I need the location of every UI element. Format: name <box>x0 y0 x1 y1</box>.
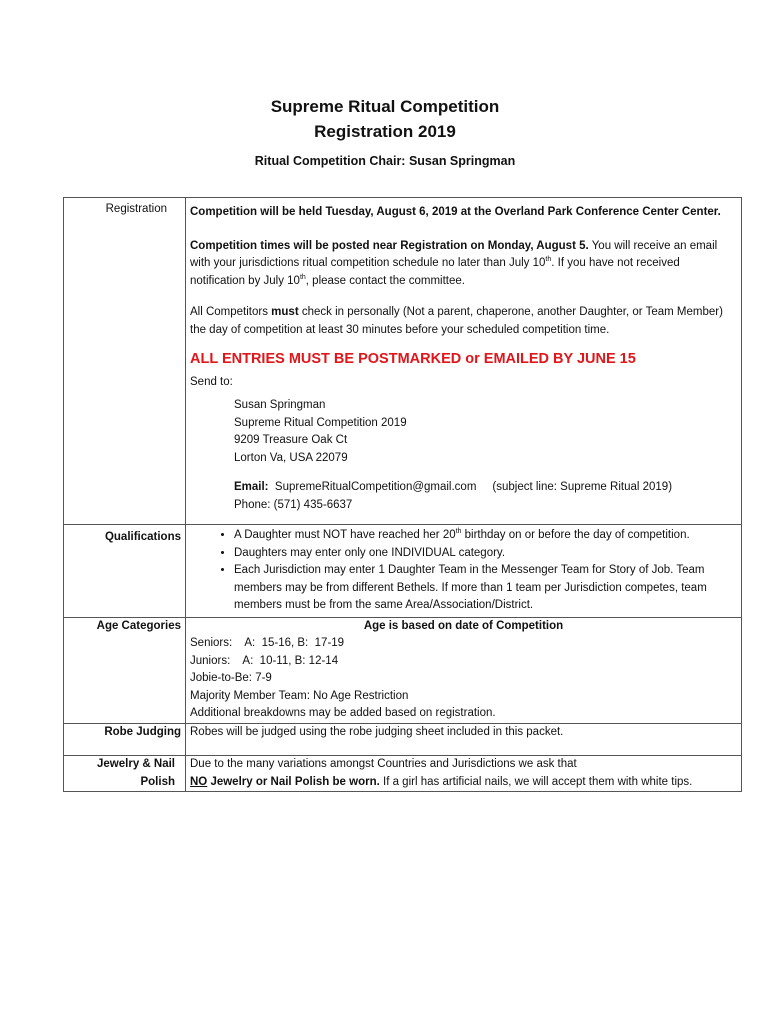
list-item: • Each Jurisdiction may enter 1 Daughter Team in the Messenger Team for Story of Job. Team members may be from different Bethels. If more than 1 team per Jurisdiction competes, team members must be from the same Area/Association/District. <box>234 562 737 615</box>
phone-line: Phone: (571) 435-6637 <box>234 498 353 511</box>
send-to-label: Send to: <box>190 375 233 388</box>
age-line: Majority Member Team: No Age Restriction <box>190 689 409 702</box>
jewelry-line1: Due to the many variations amongst Countries and Jurisdictions we ask that <box>190 758 577 770</box>
registration-content <box>186 198 742 525</box>
address-line: 9209 Treasure Oak Ct <box>234 434 348 446</box>
jewelry-no: NO <box>190 775 208 788</box>
age-categories-label: Age Categories <box>64 617 186 723</box>
row-age-categories <box>64 617 742 723</box>
jewelry-label-text: Jewelry & Nail Polish <box>97 758 175 788</box>
document-title-line2: Registration 2019 <box>314 122 456 141</box>
times-text-c: , please contact the committee. <box>305 274 465 287</box>
row-qualifications <box>64 525 742 618</box>
robe-judging-text: Robes will be judged using the robe judging sheet included in this packet. <box>186 723 742 756</box>
competition-times-bold: Competition times will be posted near Registration on Monday, August 5. <box>190 239 589 252</box>
age-heading: Age is based on date of Competition <box>363 619 564 632</box>
qualifications-list <box>190 527 737 615</box>
times-sup-a: th <box>545 256 552 264</box>
list-item <box>234 527 737 545</box>
qualifications-content <box>186 525 742 618</box>
address-line: Supreme Ritual Competition 2019 <box>234 416 407 429</box>
email-subject-note: (subject line: Supreme Ritual 2019) <box>492 481 673 493</box>
checkin-text-a: All Competitors <box>190 306 272 318</box>
registration-table <box>63 197 742 792</box>
times-sup-b: th <box>299 273 306 281</box>
jewelry-bold: Jewelry or Nail Polish be worn. <box>207 775 380 788</box>
qual-text-a: A Daughter must NOT have reached her 20 <box>234 529 456 541</box>
jewelry-content <box>186 756 742 792</box>
title-block <box>0 94 770 168</box>
qual-text-b: birthday on or before the day of competition. <box>461 529 690 541</box>
qualifications-label: Qualifications <box>64 525 186 618</box>
email-line <box>234 479 737 497</box>
qual-sup: th <box>455 528 462 536</box>
row-jewelry <box>64 756 742 792</box>
times-text-b: . If you have not received notification by July 10 <box>190 257 680 287</box>
checkin-text <box>190 304 737 339</box>
jewelry-line2 <box>190 774 737 792</box>
competition-times-text <box>190 238 737 291</box>
registration-label: Registration <box>64 198 186 525</box>
email-label: Email: <box>234 481 269 493</box>
deadline-heading: ALL ENTRIES MUST BE POSTMARKED or EMAILED BY JUNE 15 <box>190 351 636 367</box>
times-text-a: You will receive an email with your jurisdictions ritual competition schedule no later than July 10 <box>190 239 718 269</box>
age-line: Jobie-to-Be: 7-9 <box>190 672 272 684</box>
document-title-line1: Supreme Ritual Competition <box>270 97 500 116</box>
age-categories-content <box>186 617 742 723</box>
age-line: Additional breakdowns may be added based on registration. <box>190 707 496 719</box>
checkin-must: must <box>271 306 299 318</box>
competition-date-text: Competition will be held Tuesday, August 6, 2019 at the Overland Park Conference Center Center. <box>190 206 721 218</box>
checkin-text-b: check in personally (Not a parent, chaperone, another Daughter, or Team Member) the day of competition at least 30 minutes before your scheduled competition time. <box>190 306 723 336</box>
chair-line: Ritual Competition Chair: Susan Springman <box>254 154 516 168</box>
email-address[interactable]: SupremeRitualCompetition@gmail.com <box>274 481 477 493</box>
row-robe-judging <box>64 723 742 756</box>
row-registration <box>64 198 742 525</box>
robe-judging-label: Robe Judging <box>64 723 186 756</box>
jewelry-rest: If a girl has artificial nails, we will accept them with white tips. <box>379 775 693 788</box>
address-line: Susan Springman <box>234 399 326 411</box>
age-line: Juniors: A: 10-11, B: 12-14 <box>190 654 339 667</box>
mailing-address <box>190 397 737 514</box>
age-line: Seniors: A: 15-16, B: 17-19 <box>190 637 345 649</box>
jewelry-label <box>64 756 186 792</box>
list-item: • Daughters may enter only one INDIVIDUAL category. <box>234 545 737 563</box>
address-line: Lorton Va, USA 22079 <box>234 451 348 464</box>
